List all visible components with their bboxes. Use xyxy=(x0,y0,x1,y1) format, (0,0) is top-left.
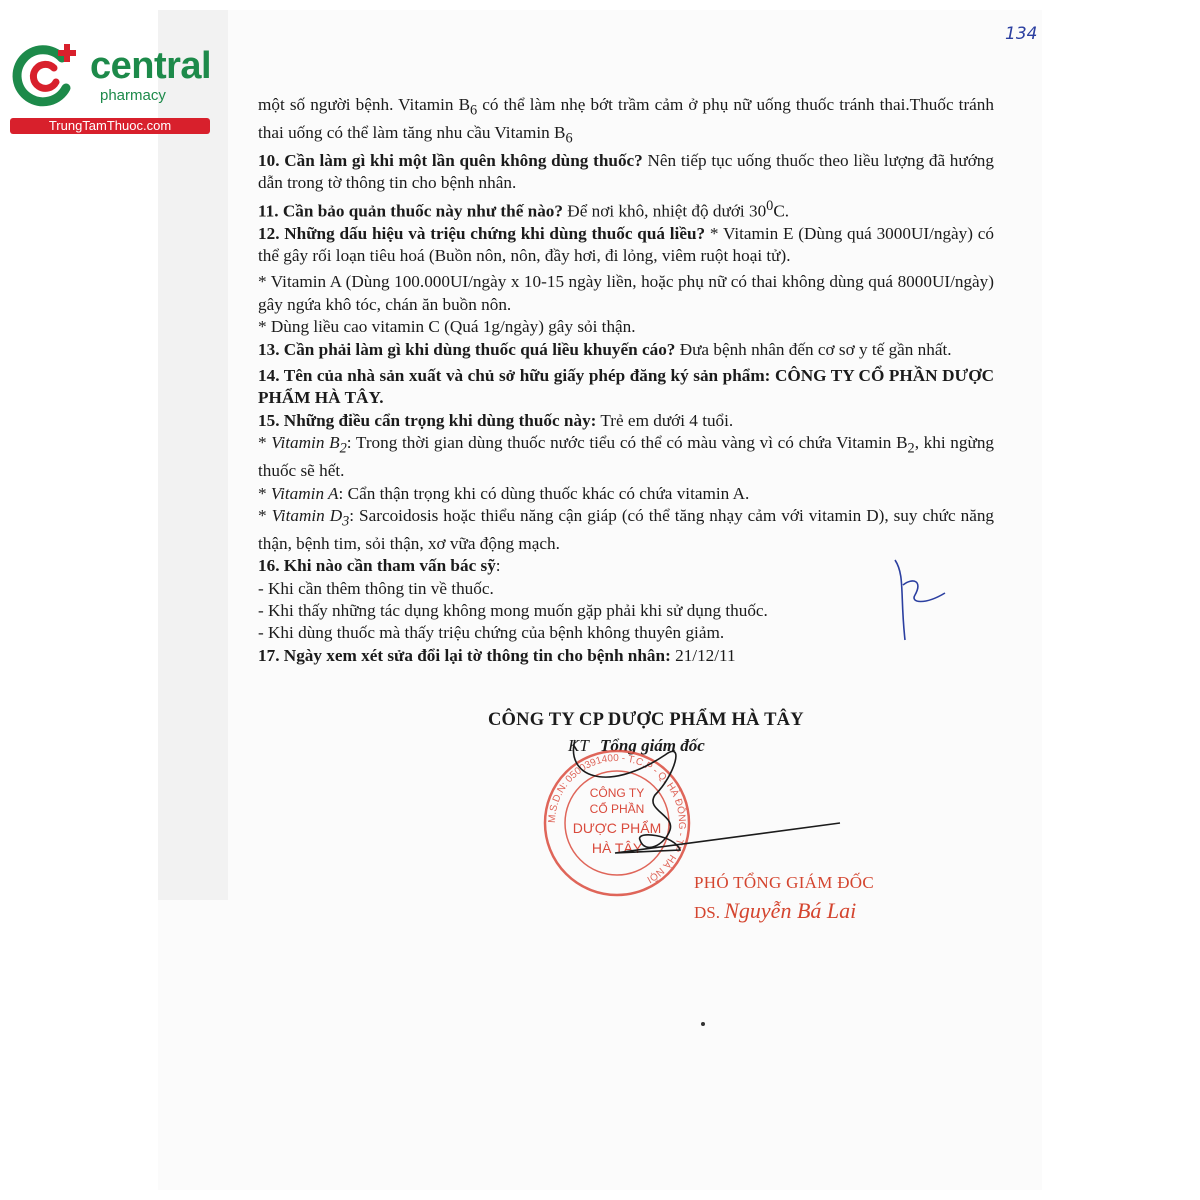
section-16-item-2: - Khi thấy những tác dụng không mong muốn gặp phải khi sử dụng thuốc. xyxy=(258,601,768,621)
section-16-item-3: - Khi dùng thuốc mà thấy triệu chứng của bệnh không thuyên giảm. xyxy=(258,623,725,643)
intro-paragraph: một số người bệnh. Vitamin $B_6$ có thể làm nhẹ bớt trầm cảm ở phụ nữ uống thuốc tránh thai.Thuốc tránh thai uống có thể làm tăng nhu cầu Vitamin $B_6$ xyxy=(258,95,994,147)
vice-director-name: DS. Nguyễn Bá Lai xyxy=(694,898,857,923)
section-15-vitamin-a: * Vitamin A: Cẩn thận trọng khi có dùng thuốc khác có chứa vitamin A. xyxy=(258,483,750,503)
section-16: 16. Khi nào cần tham vấn bác sỹ: xyxy=(258,556,501,576)
section-12-vitamin-c: * Dùng liều cao vitamin C (Quá 1g/ngày) gây sỏi thận. xyxy=(258,317,636,337)
logo-brand-text: central xyxy=(90,45,212,87)
margin-initials-signature xyxy=(885,555,955,645)
stamp-line-4: HÀ TÂY xyxy=(591,840,643,856)
scan-shadow-strip xyxy=(158,10,228,900)
logo-sub-text: pharmacy xyxy=(100,87,166,104)
logo-mark-icon xyxy=(10,38,90,114)
section-15-vitamin-d3: * Vitamin $D_3$: Sarcoidosis hoặc thiểu năng cận giáp (có thể tăng nhạy cảm với vitamin D), suy chức năng thận, bệnh tim, sỏi thận, xơ vữa động mạch. xyxy=(258,505,995,553)
scan-speck xyxy=(701,1022,705,1026)
stamp-ring-text: M.S.D.N: 0500391400 - T.C.P - Q. HÀ ĐÔNG - TP. HÀ NỘI xyxy=(546,752,688,885)
section-11: 11. Cần bảo quản thuốc này như thế nào? Để nơi khô, nhiệt độ dưới $30^0C$. xyxy=(258,197,790,221)
section-16-item-1: - Khi cần thêm thông tin về thuốc. xyxy=(258,578,494,598)
central-pharmacy-logo[interactable] xyxy=(10,38,215,138)
stamp-line-3: DƯỢC PHẨM xyxy=(572,820,662,836)
section-14: 14. Tên của nhà sản xuất và chủ sở hữu giấy phép đăng ký sản phẩm: CÔNG TY CỔ PHẦN DƯỢC PHẨM HÀ TÂY. xyxy=(258,366,994,408)
logo-url[interactable]: TrungTamThuoc.com xyxy=(10,118,210,134)
handwritten-page-number: 134 xyxy=(1005,24,1038,44)
section-15-vitamin-b2: * Vitamin $B_2$: Trong thời gian dùng thuốc nước tiểu có thể có màu vàng vì có chứa Vitamin $B_2$, khi ngừng thuốc sẽ hết. xyxy=(258,433,995,481)
document-body xyxy=(258,94,994,667)
company-name: CÔNG TY CP DƯỢC PHẨM HÀ TÂY xyxy=(488,710,804,730)
section-17: 17. Ngày xem xét sửa đổi lại tờ thông tin cho bệnh nhân: 21/12/11 xyxy=(258,645,736,665)
section-15: 15. Những điều cẩn trọng khi dùng thuốc này: Trẻ em dưới 4 tuổi. xyxy=(258,410,734,430)
section-12: 12. Những dấu hiệu và triệu chứng khi dùng thuốc quá liều? * Vitamin E (Dùng quá 3000UI/ngày) có thể gây rối loạn tiêu hoá (Buồn nôn, nôn, đầy hơi, đi lỏng, viêm ruột hoại tử). xyxy=(258,223,994,266)
director-title: Tổng giám đốc xyxy=(600,736,705,755)
vice-director-title: PHÓ TỔNG GIÁM ĐỐC xyxy=(694,873,874,892)
section-12-vitamin-a: * Vitamin A (Dùng 100.000UI/ngày x 10-15 ngày liền, hoặc phụ nữ có thai không dùng quá 8000UI/ngày) gây ngứa khô tóc, chán ăn buồn nôn. xyxy=(258,272,994,314)
section-10: 10. Cần làm gì khi một lần quên không dùng thuốc? Nên tiếp tục uống thuốc theo liều lượng đã hướng dẫn trong tờ thông tin cho bệnh nhân. xyxy=(258,150,994,193)
kt-mark: KT xyxy=(568,736,589,755)
stamp-line-2: CỔ PHẦN xyxy=(589,802,645,816)
stamp-line-1: CÔNG TY xyxy=(589,786,645,800)
section-13: 13. Cần phải làm gì khi dùng thuốc quá liều khuyến cáo? Đưa bệnh nhân đến cơ sơ y tế gần nhất. xyxy=(258,339,952,359)
